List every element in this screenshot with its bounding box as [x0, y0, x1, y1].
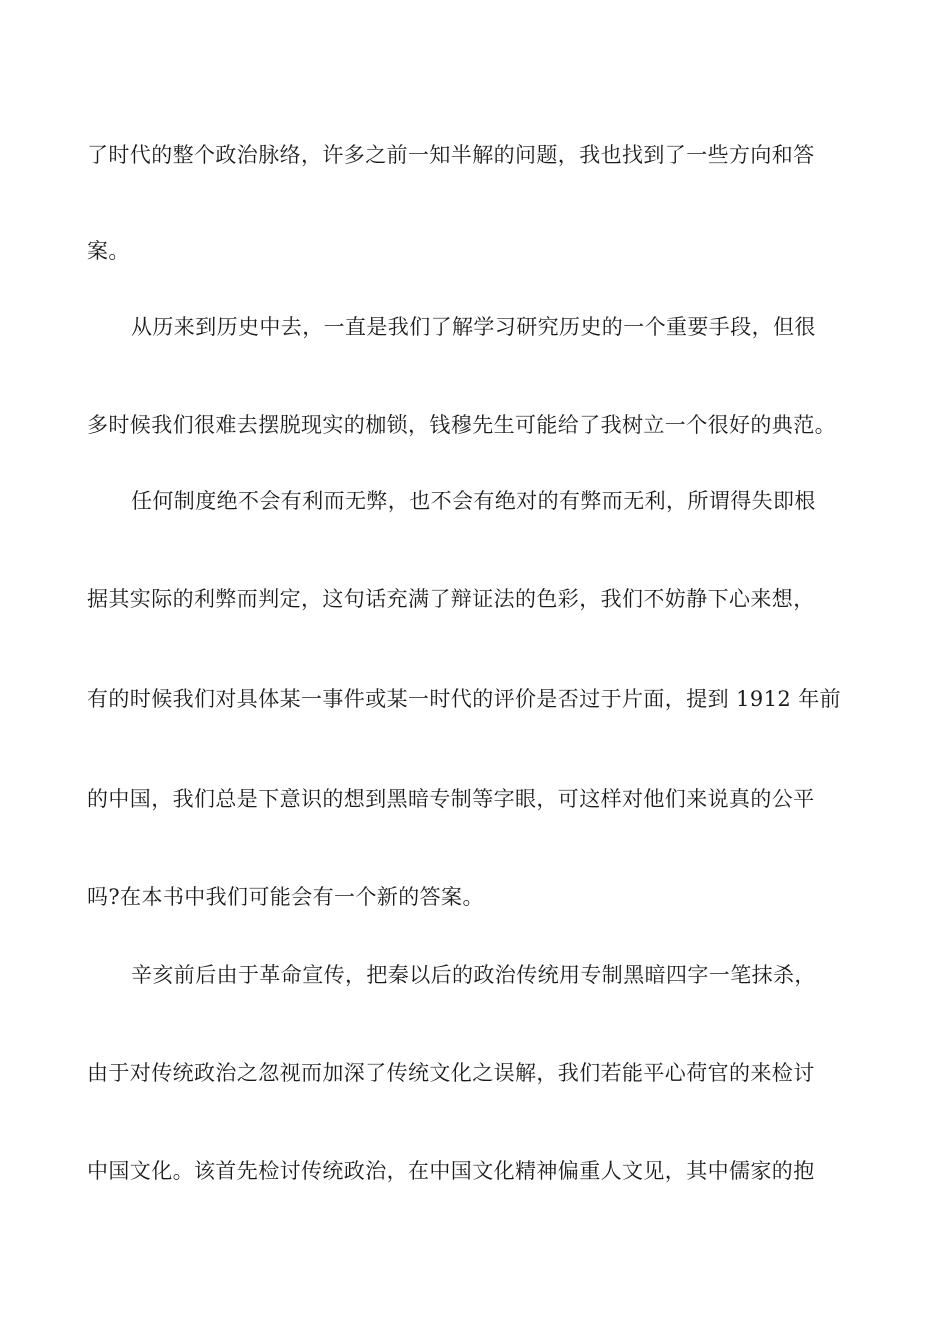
text-line: 的中国，我们总是下意识的想到黑暗专制等字眼，可这样对他们来说真的公平 [87, 787, 815, 811]
text-line: 案。 [87, 239, 130, 263]
text-line: 中国文化。该首先检讨传统政治，在中国文化精神偏重人文见，其中儒家的抱 [87, 1159, 815, 1183]
text-line: 了时代的整个政治脉络，许多之前一知半解的问题，我也找到了一些方向和答 [87, 143, 815, 167]
paragraph-first-line: 从历来到历史中去，一直是我们了解学习研究历史的一个重要手段，但很 [131, 315, 816, 339]
text-line: 由于对传统政治之忽视而加深了传统文化之误解，我们若能平心荷官的来检讨 [87, 1061, 815, 1085]
text-line: 据其实际的利弊而判定，这句话充满了辩证法的色彩，我们不妨静下心来想， [87, 587, 815, 611]
paragraph-first-line: 辛亥前后由于革命宣传，把秦以后的政治传统用专制黑暗四字一笔抹杀， [131, 963, 816, 987]
text-line: 吗?在本书中我们可能会有一个新的答案。 [87, 885, 484, 909]
paragraph-first-line: 任何制度绝不会有利而无弊，也不会有绝对的有弊而无利，所谓得失即根 [131, 489, 816, 513]
text-line: 多时候我们很难去摆脱现实的枷锁，钱穆先生可能给了我树立一个很好的典范。 [87, 413, 836, 437]
text-line: 有的时候我们对具体某一事件或某一时代的评价是否过于片面，提到 1912 年前 [87, 687, 841, 711]
